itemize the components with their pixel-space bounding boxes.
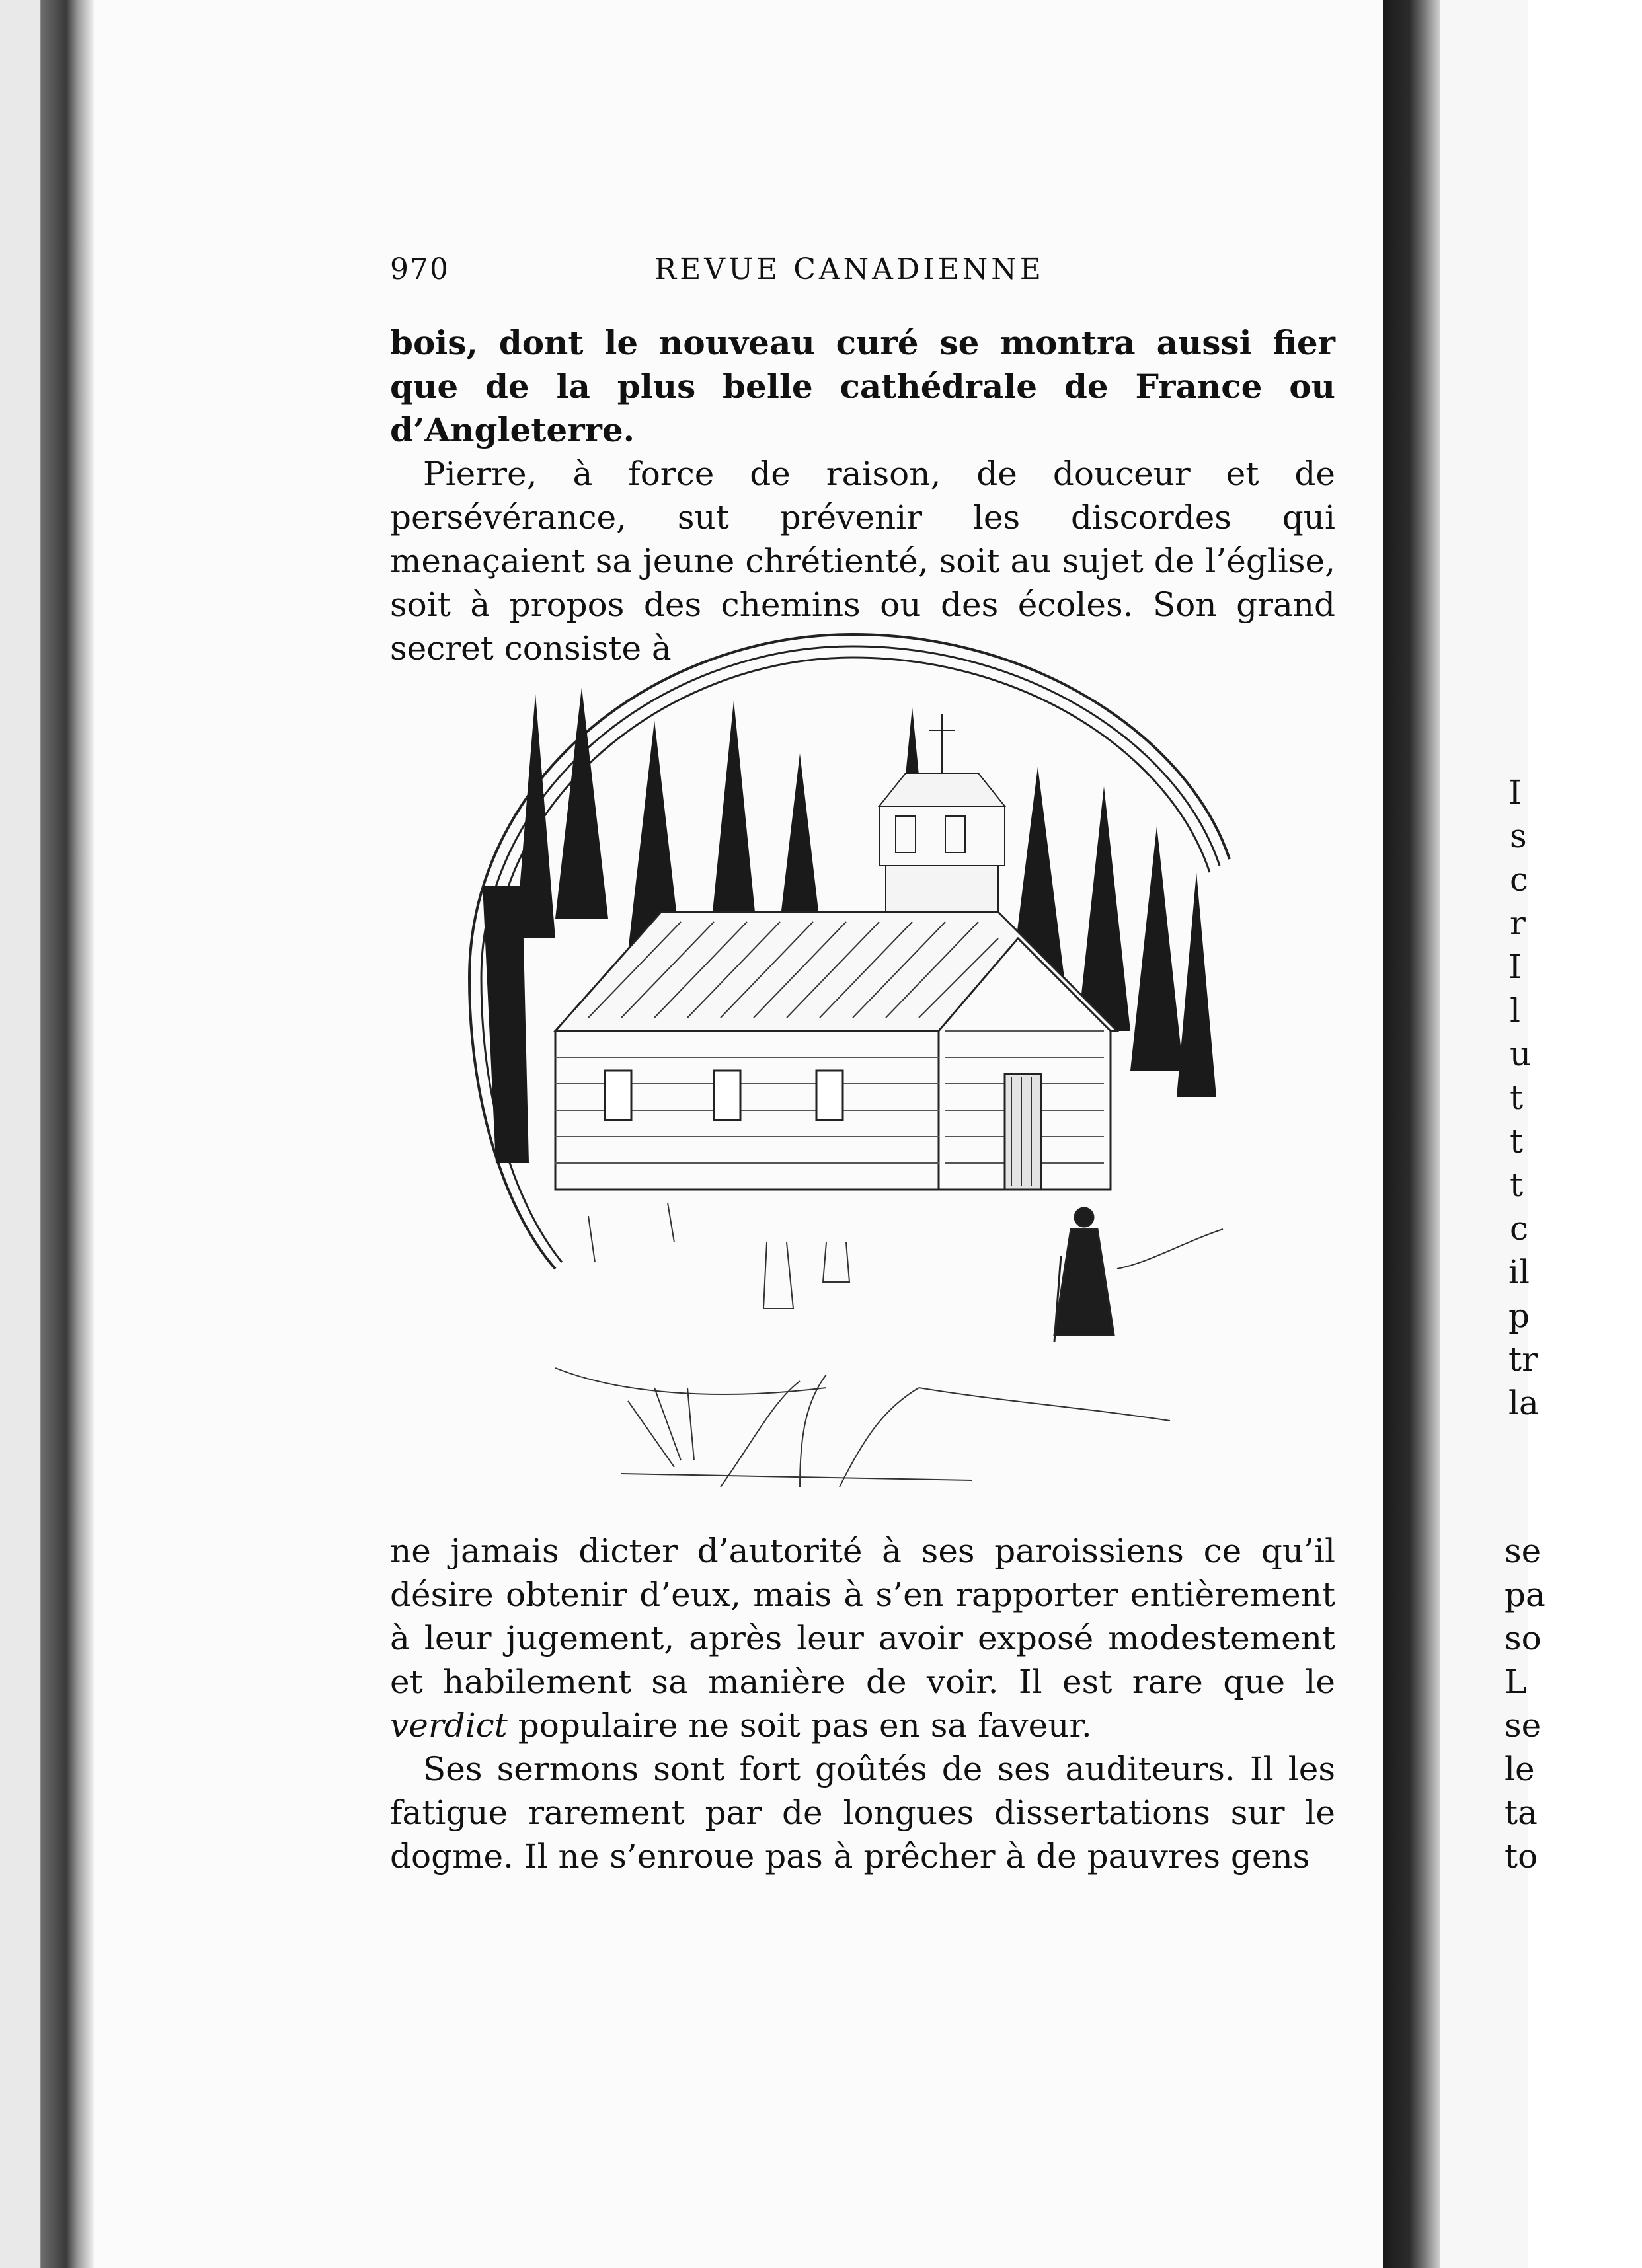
adjacent-fragment: t (1510, 1166, 1524, 1204)
adjacent-fragment: c (1510, 860, 1529, 899)
adjacent-fragment: pa (1505, 1575, 1545, 1614)
adjacent-fragment: p (1508, 1297, 1530, 1335)
adjacent-fragment: I (1508, 948, 1522, 986)
adjacent-fragment: se (1505, 1532, 1542, 1570)
adjacent-fragment: l (1510, 991, 1520, 1030)
adjacent-fragment: la (1508, 1384, 1539, 1422)
running-title: REVUE CANADIENNE (654, 252, 1044, 286)
adjacent-fragment: so (1505, 1619, 1542, 1657)
paragraph-sermons: Ses sermons sont fort goûtés de ses auditeurs. Il les fatigue rarement par de longues dissertations sur le dogme. Il ne s’enroue pas à prêcher à de pauvres gens (390, 1750, 1335, 1875)
paragraph-text-part: populaire ne soit pas en sa faveur. (507, 1706, 1092, 1745)
adjacent-fragment: ta (1505, 1794, 1538, 1832)
adjacent-fragment: c (1510, 1209, 1529, 1248)
adjacent-fragment: to (1505, 1837, 1538, 1875)
adjacent-fragment: le (1505, 1750, 1535, 1788)
adjacent-fragment: t (1510, 1078, 1524, 1117)
adjacent-fragment: se (1505, 1706, 1542, 1745)
adjacent-fragment: L (1505, 1663, 1527, 1701)
adjacent-fragment: I (1508, 773, 1522, 812)
scan-left-edge (0, 0, 94, 2268)
book-gutter (1383, 0, 1440, 2268)
paragraph-pierre: Pierre, à force de raison, de douceur et de persévérance, sut prévenir les discordes qui menaçaient sa jeune chrétienté, soit au sujet de l’église, soit à propos des chemins ou des écoles. Son grand secret consiste à (390, 455, 1335, 667)
church-illustration (456, 608, 1269, 1533)
adjacent-fragment: u (1510, 1035, 1532, 1073)
bottom-text-block (390, 1529, 1335, 1878)
adjacent-fragment: s (1510, 817, 1527, 855)
page-number: 970 (390, 252, 450, 286)
adjacent-fragment: il (1508, 1253, 1530, 1291)
paragraph-continuation-2 (390, 1529, 1335, 1747)
adjacent-fragment: tr (1508, 1340, 1538, 1379)
page-header (390, 252, 1335, 299)
paragraph-text-part: ne jamais dicter d’autorité à ses paroissiens ce qu’il désire obtenir d’eux, mais à s’en rapporter entièrement à leur jugement, après leur avoir exposé modestement et habilement sa manière de voir. Il est rare que le (390, 1532, 1335, 1701)
italic-word: verdict (390, 1706, 508, 1745)
adjacent-fragment: t (1510, 1122, 1524, 1160)
adjacent-fragment: r (1510, 904, 1526, 942)
paragraph-continuation: bois, dont le nouveau curé se montra aussi fier que de la plus belle cathédrale de France ou d’Angleterre. (390, 323, 1335, 449)
